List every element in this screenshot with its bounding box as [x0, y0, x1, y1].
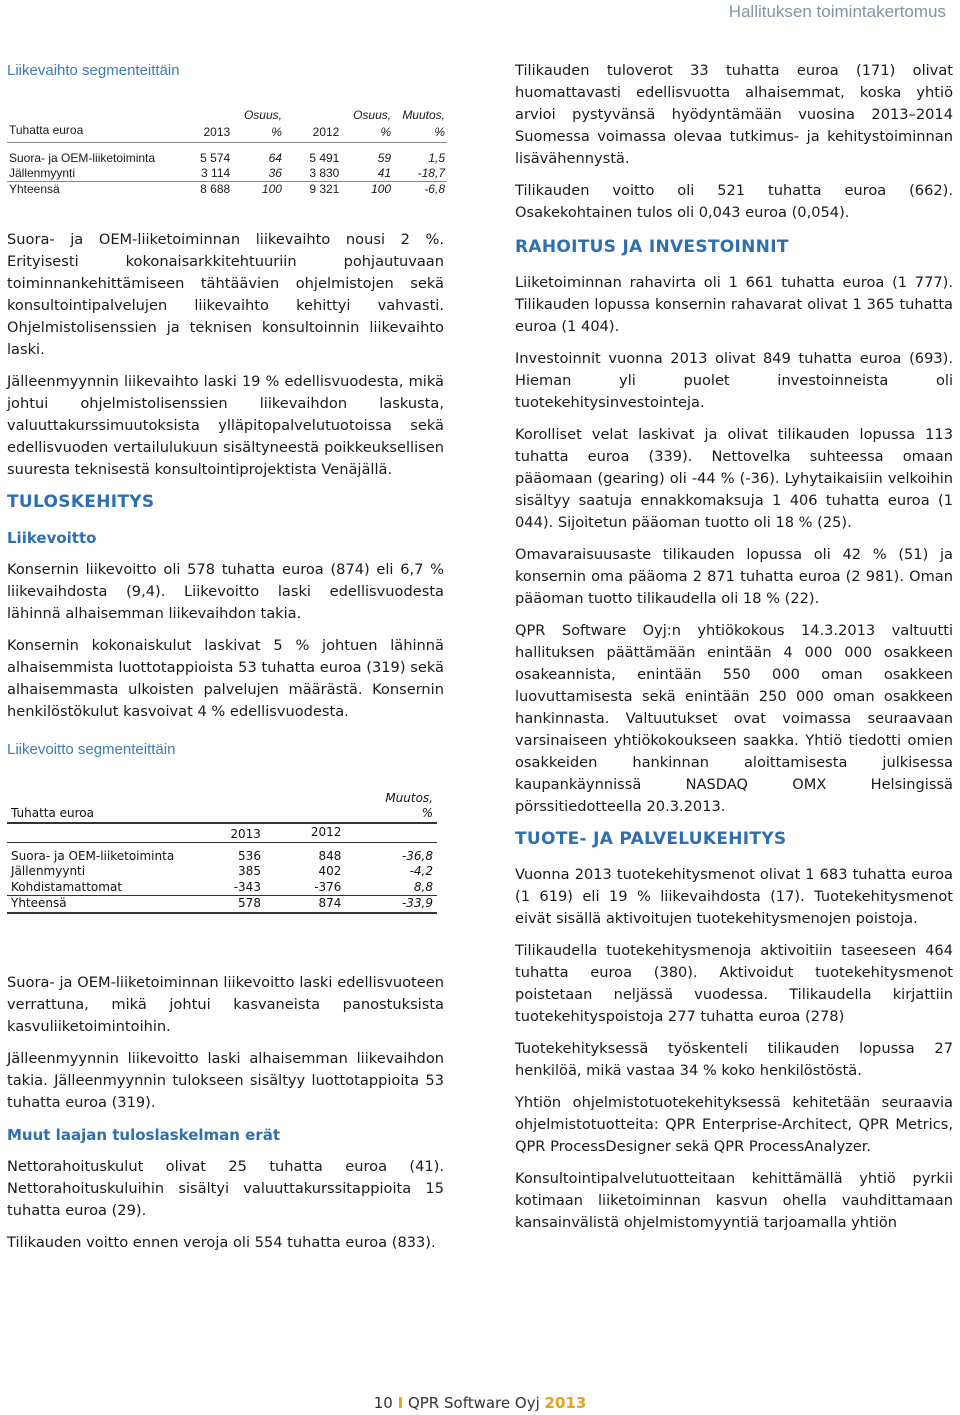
segment-revenue-title: Liikevaihto segmenteittäin: [7, 62, 180, 79]
table-header-row-top: [7, 791, 437, 807]
paragraph: Tilikauden tuloverot 33 tuhatta euroa (171) olivat huomattavasti edellisvuotta alhaisemmat, koska yhtiö arvioi pystyvänsä hyödyntämään vuosina 2013–2014 Suomessa voimassa olevaa tutkimus- ja kehitystoiminnan lisävähennystä.: [515, 62, 953, 167]
table-header-cell: Osuus,: [353, 108, 392, 122]
page-number: 10: [373, 1394, 393, 1412]
table-cell: -4,2: [409, 864, 433, 878]
section-heading: TUOTE- JA PALVELUKEHITYS: [515, 829, 787, 849]
paragraph: Konsernin liikevoitto oli 578 tuhatta euroa (874) eli 6,7 % liikevaihdosta (9,4). Liikevoitto laski edellisvuodesta lähinnä alhaisemman liikevaihdon takia.: [7, 560, 444, 622]
paragraph: Nettorahoituskulut olivat 25 tuhatta euroa (41). Nettorahoituskuluihin sisältyi valuuttakurssitappioita 15 tuhatta euroa (29).: [7, 1157, 444, 1219]
table-cell: Jällenmyynti: [9, 165, 76, 180]
right-column: [515, 60, 953, 1244]
table-cell: 3 114: [201, 165, 231, 180]
table-cell: 848: [318, 848, 342, 863]
table-cell: Suora- ja OEM-liiketoiminta: [11, 848, 175, 863]
table-cell: -36,8: [401, 848, 433, 863]
table-row: [7, 864, 437, 880]
profit-segment-table: [7, 791, 437, 914]
table-cell: 536: [238, 848, 261, 863]
table-cell: 5 491: [309, 150, 340, 165]
table-cell: -376: [265, 880, 345, 896]
paragraph: Jälleenmyynnin liikevaihto laski 19 % edellisvuodesta, mikä johtui ohjelmistolisenssien liikevaihdon laskusta, valuuttakurssimuutoksista ylläpitopalvelutuotoissa sekä edellisvuoden vertailulukuun sisältyneestä poikkeuksellisen suuresta teknisestä konsultointiprojektista Venäjällä.: [7, 372, 444, 478]
table-header-row: [7, 806, 437, 823]
table-cell: 385: [238, 864, 261, 878]
table-cell: 3 830: [309, 165, 340, 180]
table-cell: 36: [268, 165, 282, 180]
table-header-cell: Muutos,: [402, 108, 445, 122]
revenue-segment-table: [7, 108, 447, 197]
table-header-row-top: [7, 108, 447, 123]
subsection-heading: Muut laajan tuloslaskelman erät: [7, 1125, 281, 1144]
table-cell: -33,9: [345, 896, 437, 913]
paragraph: Suora- ja OEM-liiketoiminnan liikevaihto nousi 2 %. Erityisesti kokonaisarkkitehtuuriin pohjautuvaan toiminnankehittämiseen tähtäävien ohjelmistojen sekä konsultointipalvelujen liikevaihto kehittyi vahvasti. Ohjelmistolisenssien ja teknisen konsultoinnin liikevaihto laski.: [7, 230, 444, 358]
paragraph: Investoinnit vuonna 2013 olivat 849 tuhatta euroa (693). Hieman yli puolet investoinneista oli tuotekehitysinvestointeja.: [515, 350, 953, 411]
table-header-cell: 2012: [265, 823, 345, 843]
table-row-total: [7, 896, 437, 913]
table-header-cell: Osuus,: [243, 108, 282, 122]
table-header-row: [7, 123, 447, 143]
table-cell: 41: [377, 165, 392, 180]
table-row: [7, 849, 437, 865]
paragraph: Suora- ja OEM-liiketoiminnan liikevoitto laski edellisvuoteen verrattuna, mikä johtui kasvaneista panostuksista kasvuliiketoimintoihin.: [7, 973, 444, 1035]
table-header-cell: 2013: [193, 823, 265, 843]
subsection-heading: Liikevoitto: [7, 528, 97, 547]
page-footer: [0, 1394, 960, 1412]
table-cell: 59: [377, 150, 392, 165]
table-cell: 578: [193, 896, 265, 913]
table-cell: Jällenmyynti: [11, 864, 86, 878]
paragraph: Tuotekehityksessä työskenteli tilikauden lopussa 27 henkilöä, mikä vastaa 34 % koko henkilöstöstä.: [515, 1040, 953, 1079]
table-cell: 402: [318, 864, 342, 878]
table-header-row-years: [7, 823, 437, 843]
paragraph: Konsultointipalvelutuotteitaan kehittämällä yhtiö pyrkii kotimaan liiketoiminnan kasvun ohella vauhdittamaan kansainvälistä ohjelmistomyyntiä tarjoamalla yhtiön: [515, 1170, 953, 1231]
table-header-cell: %: [345, 806, 437, 823]
table-cell: Kohdistamattomat: [7, 880, 193, 896]
header-title: Hallituksen toimintakertomus: [728, 2, 946, 21]
paragraph: Tilikauden voitto oli 521 tuhatta euroa (662). Osakekohtainen tulos oli 0,043 euroa (0,054).: [515, 182, 953, 221]
table-header-cell: Muutos,: [385, 790, 433, 805]
table-cell: 100: [341, 181, 393, 197]
paragraph: Vuonna 2013 tuotekehitysmenot olivat 1 683 tuhatta euroa (1 619) eli 19 % liikevaihdosta (17). Tuotekehitysmenot eivät sisällä aktivoitujen tuotekehitysmenojen poistoja.: [515, 866, 953, 927]
paragraph: Tilikauden voitto ennen veroja oli 554 tuhatta euroa (833).: [7, 1233, 436, 1251]
table-header-cell: %: [341, 123, 393, 143]
paragraph: Tilikaudella tuotekehitysmenoja aktivoitiin taseeseen 464 tuhatta euroa (380). Aktivoidut tuotekehitysmenot poistetaan neljässä vuodessa. Tilikaudella kirjattiin tuotekehityspoistoja 277 tuhatta euroa (278): [515, 942, 953, 1025]
table-header-cell: 2013: [159, 123, 232, 143]
table-row-total: [7, 181, 447, 197]
table-cell: -18,7: [417, 165, 445, 180]
paragraph: Omavaraisuusaste tilikauden lopussa oli 42 % (51) ja konsernin oma pääoma 2 871 tuhatta euroa (2 981). Oman pääoman tuotto tilikaudella oli 18 % (22).: [515, 546, 953, 607]
paragraph: Korolliset velat laskivat ja olivat tilikauden lopussa 113 tuhatta euroa (339). Nettovelka suhteessa omaan pääomaan (gearing) oli -44 % (-36). Lyhytaikaisiin velkoihin sisältyy saatuja ennakkomaksuja 1 406 tuhatta euroa (1 044). Sijoitetun pääoman tuotto oli 18 % (25).: [515, 426, 953, 531]
paragraph: Konsernin kokonaiskulut laskivat 5 % johtuen lähinnä alhaisemmista luottotappioista 53 tuhatta euroa (319) sekä alhaisemmasta ulkoisten palvelujen määrästä. Konsernin henkilöstökulut kasvoivat 4 % edellisvuodesta.: [7, 636, 444, 720]
table-cell: 874: [265, 896, 345, 913]
paragraph: QPR Software Oyj:n yhtiökokous 14.3.2013 valtuutti hallituksen päättämään enintään 4 000 000 osakkeen osakeannista, enintään 550 000 oman osakkeen luovuttamisesta sekä enintään 250 000 oman osakkeen hankinnasta. Valtuutukset ovat voimassa seuraavaan varsinaiseen yhtiökokoukseen saakka. Yhtiö tiedotti omien osakkeiden hankinnan aloittamisesta julkisessa kaupankäynnissä NASDAQ OMX Helsingissä pörssitiedotteella 20.3.2013.: [515, 622, 953, 815]
table-cell: 5 574: [200, 150, 231, 165]
footer-year: 2013: [544, 1394, 587, 1412]
table-cell: -343: [193, 880, 265, 896]
paragraph: Jälleenmyynnin liikevoitto laski alhaisemman liikevaihdon takia. Jälleenmyynnin tulokseen sisältyy luottotappioita 53 tuhatta euroa (319).: [7, 1049, 444, 1111]
table-cell: 9 321: [284, 181, 341, 197]
table-row: [7, 151, 447, 166]
paragraph: Yhtiön ohjelmistotuotekehityksessä kehitetään seuraavia ohjelmistotuotteita: QPR Enterprise-Architect, QPR Metrics, QPR ProcessDesigner sekä QPR ProcessAnalyzer.: [515, 1094, 953, 1155]
table-cell: 100: [232, 181, 284, 197]
footer-company: QPR Software Oyj: [407, 1394, 540, 1412]
table-header-cell: 2012: [284, 123, 341, 143]
table-header-cell: %: [393, 123, 447, 143]
table-header-cell: %: [232, 123, 284, 143]
table-cell: 64: [268, 150, 282, 165]
paragraph: Liiketoiminnan rahavirta oli 1 661 tuhatta euroa (1 777). Tilikauden lopussa konsernin rahavarat olivat 1 365 tuhatta euroa (1 404).: [515, 274, 953, 335]
table-row: [7, 166, 447, 182]
left-column: [7, 60, 444, 1264]
footer-separator: I: [397, 1394, 404, 1412]
table-row: [7, 880, 437, 896]
table-cell: 1,5: [428, 150, 445, 165]
table-header-cell: Tuhatta euroa: [7, 123, 159, 143]
table-cell: Yhteensä: [7, 181, 159, 197]
table-header-cell: Tuhatta euroa: [7, 806, 193, 823]
table-cell: Suora- ja OEM-liiketoiminta: [9, 150, 156, 165]
section-heading: RAHOITUS JA INVESTOINNIT: [515, 237, 789, 257]
section-heading: TULOSKEHITYS: [7, 491, 155, 512]
table-cell: -6,8: [393, 181, 447, 197]
segment-profit-title: Liikevoitto segmenteittäin: [7, 740, 176, 758]
table-cell: 8,8: [345, 880, 437, 896]
table-cell: 8 688: [159, 181, 232, 197]
table-cell: Yhteensä: [7, 896, 193, 913]
